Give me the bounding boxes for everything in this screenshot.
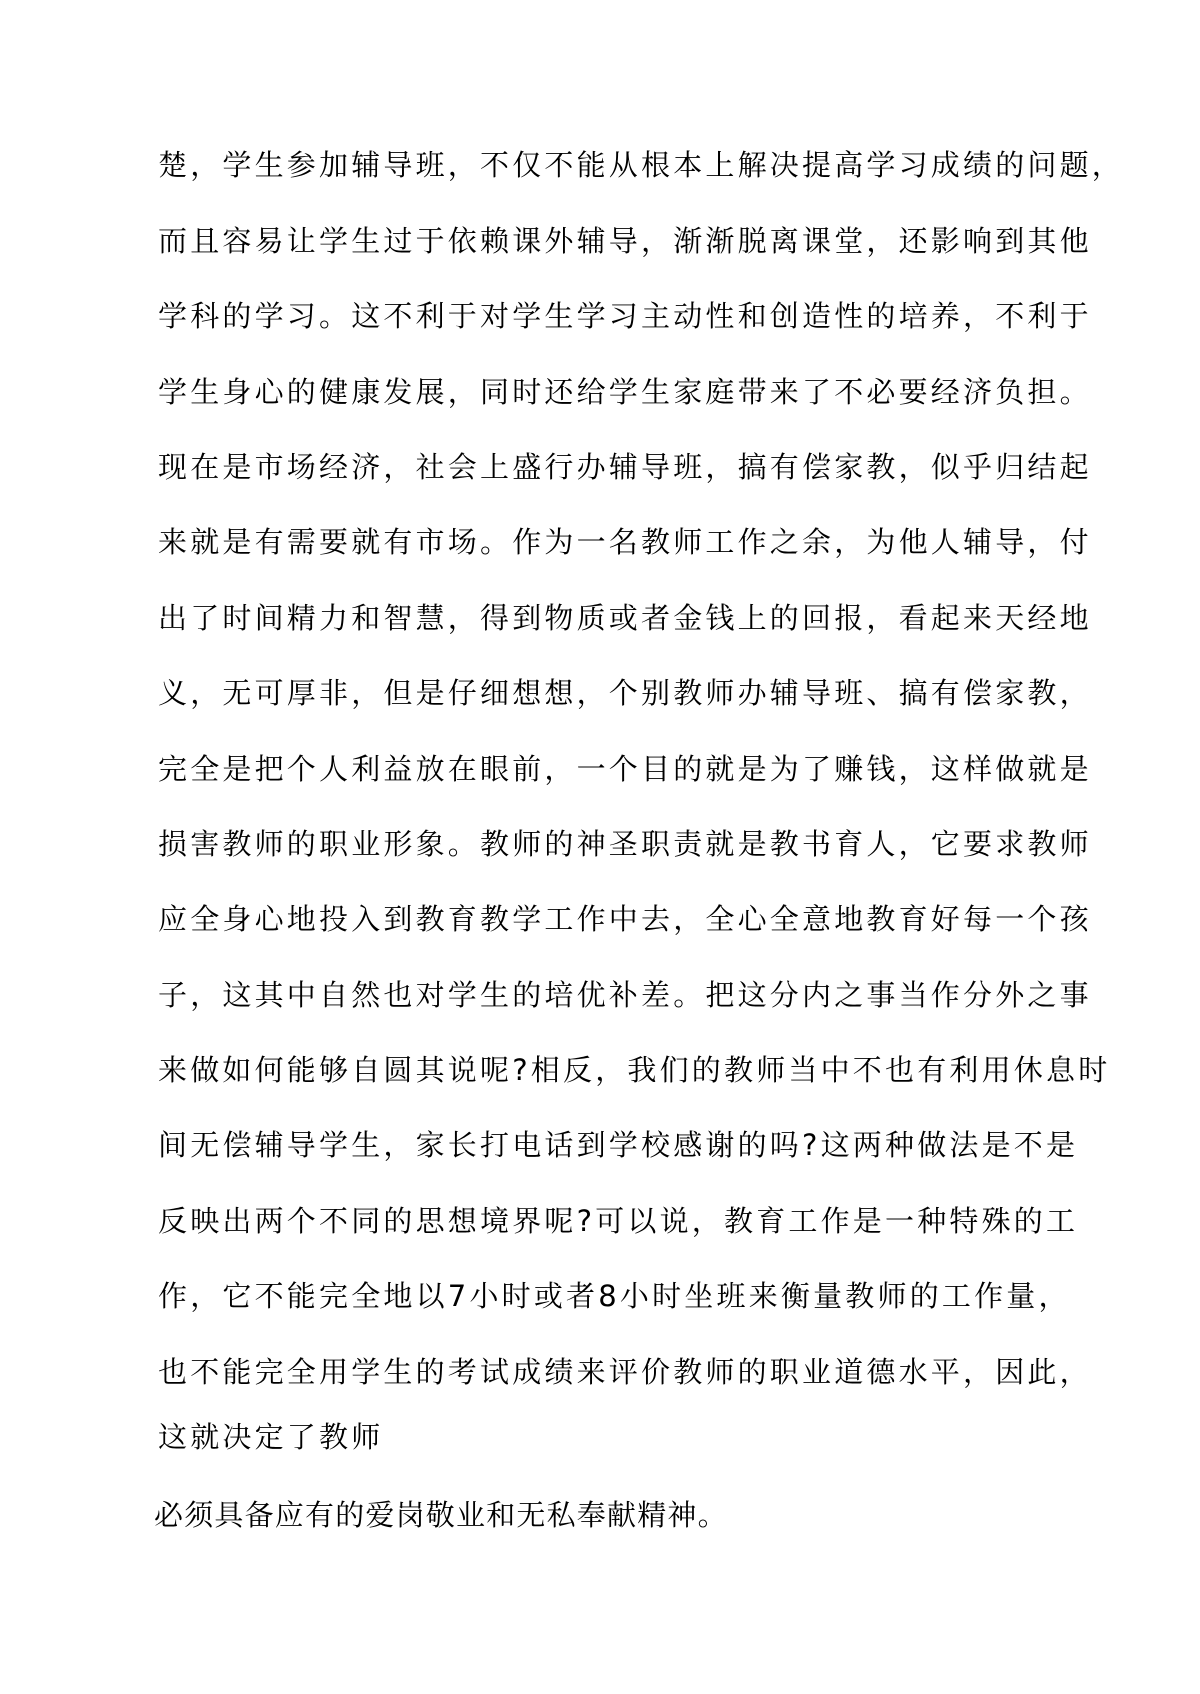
paragraph-line: 损害教师的职业形象。教师的神圣职责就是教书育人，它要求教师 bbox=[158, 827, 1092, 861]
paragraph-line: 间无偿辅导学生，家长打电话到学校感谢的吗?这两种做法是不是 bbox=[158, 1128, 1079, 1162]
paragraph-line: 出了时间精力和智慧，得到物质或者金钱上的回报，看起来天经地 bbox=[158, 601, 1092, 635]
paragraph-line: 应全身心地投入到教育教学工作中去，全心全意地教育好每一个孩 bbox=[158, 902, 1092, 936]
paragraph-line: 来就是有需要就有市场。作为一名教师工作之余，为他人辅导，付 bbox=[158, 525, 1092, 559]
paragraph-line: 而且容易让学生过于依赖课外辅导，渐渐脱离课堂，还影响到其他 bbox=[158, 224, 1092, 258]
paragraph-line: 作，它不能完全地以7小时或者8小时坐班来衡量教师的工作量， bbox=[158, 1279, 1071, 1313]
paragraph-line: 学生身心的健康发展，同时还给学生家庭带来了不必要经济负担。 bbox=[158, 375, 1092, 409]
paragraph-line: 学科的学习。这不利于对学生学习主动性和创造性的培养，不利于 bbox=[158, 299, 1092, 333]
paragraph-line: 义，无可厚非，但是仔细想想，个别教师办辅导班、搞有偿家教， bbox=[158, 676, 1092, 710]
paragraph-line: 必须具备应有的爱岗敬业和无私奉献精神。 bbox=[154, 1498, 728, 1532]
paragraph-line: 反映出两个不同的思想境界呢?可以说，教育工作是一种特殊的工 bbox=[158, 1204, 1079, 1238]
paragraph-line: 来做如何能够自圆其说呢?相反，我们的教师当中不也有利用休息时 bbox=[158, 1053, 1111, 1087]
paragraph-line: 楚，学生参加辅导班，不仅不能从根本上解决提高学习成绩的问题， bbox=[158, 148, 1125, 182]
paragraph-line: 现在是市场经济，社会上盛行办辅导班，搞有偿家教，似乎归结起 bbox=[158, 450, 1092, 484]
paragraph-line: 完全是把个人利益放在眼前，一个目的就是为了赚钱，这样做就是 bbox=[158, 752, 1092, 786]
paragraph-line: 也不能完全用学生的考试成绩来评价教师的职业道德水平，因此， bbox=[158, 1355, 1092, 1389]
paragraph-line: 子，这其中自然也对学生的培优补差。把这分内之事当作分外之事 bbox=[158, 978, 1092, 1012]
paragraph-line: 这就决定了教师 bbox=[158, 1420, 384, 1454]
